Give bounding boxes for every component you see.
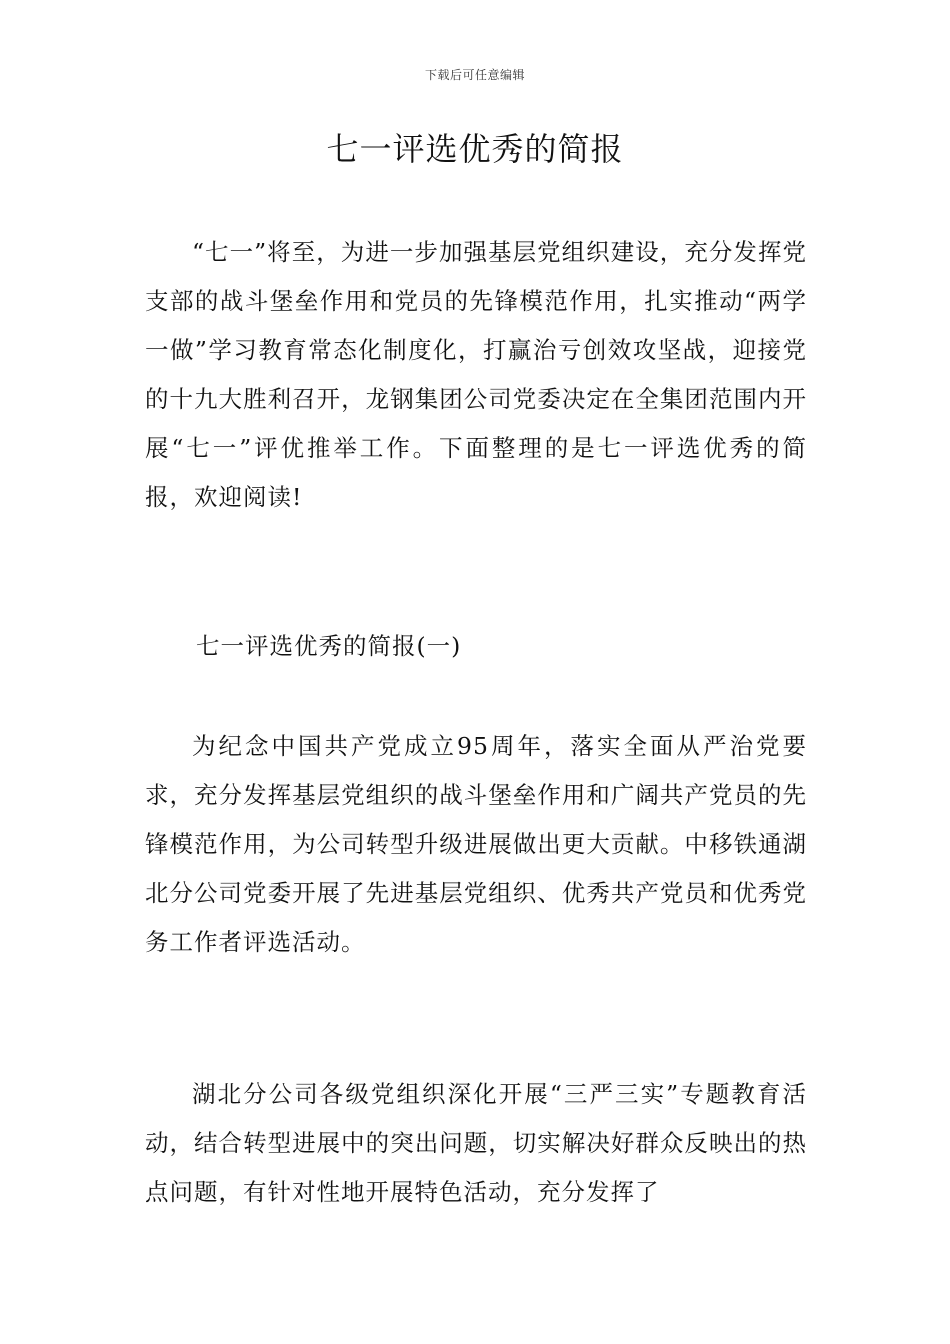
intro-paragraph: “七一”将至，为进一步加强基层党组织建设，充分发挥党支部的战斗堡垒作用和党员的先锋模范作用，扎实推动“两学一做”学习教育常态化制度化，打赢治亏创效攻坚战，迎接党的十九大胜利召开，龙钢集团公司党委决定在全集团范围内开展“七一”评优推举工作。下面整理的是七一评选优秀的简报，欢迎阅读! [145, 238, 807, 511]
document-title: 七一评选优秀的简报 [326, 130, 624, 168]
header-note: 下载后可任意编辑 [424, 68, 525, 82]
body-paragraph-2: 湖北分公司各级党组织深化开展“三严三实”专题教育活动，结合转型进展中的突出问题，切实解决好群众反映出的热点问题，有针对性地开展特色活动，充分发挥了 [145, 1080, 807, 1206]
section-heading: 七一评选优秀的简报(一) [196, 632, 462, 660]
body-paragraph-1: 为纪念中国共产党成立95周年，落实全面从严治党要求，充分发挥基层党组织的战斗堡垒作用和广阔共产党员的先锋模范作用，为公司转型升级进展做出更大贡献。中移铁通湖北分公司党委开展了先进基层党组织、优秀共产党员和优秀党务工作者评选活动。 [145, 732, 807, 956]
